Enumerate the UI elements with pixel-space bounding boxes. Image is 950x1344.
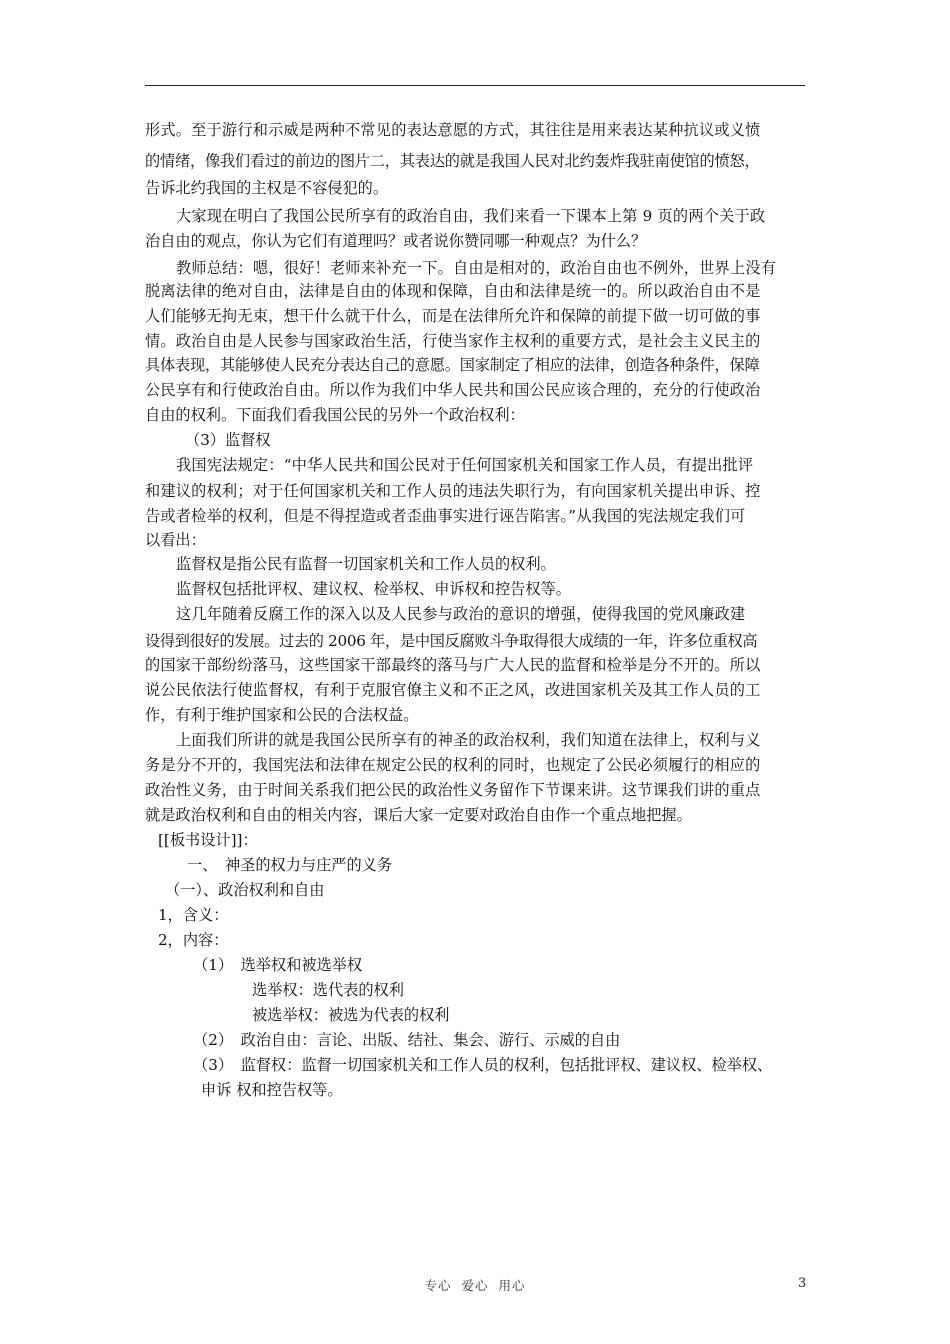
body-line: 人们能够无拘无束，想干什么就干什么，而是在法律所允许和保障的前提下做一切可做的事 [145, 307, 761, 325]
body-line: 教师总结：嗯，很好！老师来补充一下。自由是相对的，政治自由也不例外，世界上没有 [176, 259, 777, 277]
body-line: 和建议的权利；对于任何国家机关和工作人员的违法失职行为，有向国家机关提出申诉、控 [145, 482, 761, 500]
body-line: 监督权包括批评权、建议权、检举权、申诉权和控告权等。 [176, 580, 571, 598]
outline-item: 2，内容： [158, 931, 229, 949]
body-line: 的情绪，像我们看过的前边的图片二，其表达的就是我国人民对北约轰炸我驻南使馆的愤怒， [145, 152, 760, 170]
body-line: 这几年随着反腐工作的深入以及人民参与政治的意识的增强，使得我国的党风廉政建 [176, 605, 746, 623]
body-line: 脱离法律的绝对自由，法律是自由的体现和保障，自由和法律是统一的。所以政治自由不是 [145, 282, 761, 300]
outline-subitem: （1） 选举权和被选举权 [193, 956, 363, 974]
body-line: 的国家干部纷纷落马，这些国家干部最终的落马与广大人民的监督和检举是分不开的。所以 [145, 656, 761, 674]
body-line: 就是政治权利和自由的相关内容，课后大家一定要对政治自由作一个重点地把握。 [145, 806, 692, 824]
body-line: 形式。至于游行和示威是两种不常见的表达意愿的方式，其往往是用来表达某种抗议或义愤 [145, 121, 761, 139]
outline-level-2: （一）、政治权利和自由 [165, 881, 325, 899]
body-line: 大家现在明白了我国公民所享有的政治自由，我们来看一下课本上第 9 页的两个关于政 [176, 207, 766, 225]
body-line: 作，有利于维护国家和公民的合法权益。 [145, 706, 419, 724]
body-line: 以看出： [145, 531, 206, 549]
body-line: 公民享有和行使政治自由。所以作为我们中华人民共和国公民应该合理的，充分的行使政治 [145, 381, 761, 399]
body-line: 务是分不开的，我国宪法和法律在规定公民的权利的同时，也规定了公民必须履行的相应的 [145, 756, 761, 774]
outline-subitem-continuation: 申诉 权和控告权等。 [201, 1081, 343, 1099]
body-line: 上面我们所讲的就是我国公民所享有的神圣的政治权利，我们知道在法律上，权利与义 [176, 731, 761, 749]
body-line: 设得到很好的发展。过去的 2006 年，是中国反腐败斗争取得很大成绩的一年，许多位重权高 [145, 632, 758, 650]
outline-subitem: （2） 政治自由：言论、出版、结社、集会、游行、示威的自由 [193, 1031, 621, 1049]
outline-level-1: 一、 神圣的权力与庄严的义务 [187, 856, 393, 874]
header-rule [145, 85, 805, 86]
body-line: 政治性义务，由于时间关系我们把公民的政治性义务留作下节课来讲。这节课我们讲的重点 [145, 781, 761, 799]
footer-motto: 专心 爱心 用心 [424, 1278, 526, 1293]
body-line: 告诉北约我国的主权是不容侵犯的。 [145, 179, 388, 197]
body-line: 治自由的观点，你认为它们有道理吗？或者说你赞同哪一种观点？为什么？ [145, 232, 647, 250]
body-line: 自由的权利。下面我们看我国公民的另外一个政治权利： [145, 406, 525, 424]
board-design-heading: [[板书设计]]： [158, 831, 258, 849]
body-line: 监督权是指公民有监督一切国家机关和工作人员的权利。 [176, 555, 556, 573]
outline-subitem: （3） 监督权：监督一切国家机关和工作人员的权利，包括批评权、建议权、检举权、 [193, 1056, 773, 1074]
outline-detail: 被选举权：被选为代表的权利 [252, 1006, 450, 1024]
body-line: 情。政治自由是人民参与国家政治生活，行使当家作主权利的重要方式，是社会主义民主的 [145, 332, 761, 350]
page-number: 3 [798, 1276, 807, 1291]
section-heading-supervision: （3）监督权 [185, 431, 271, 449]
body-line: 具体表现，其能够使人民充分表达自己的意愿。国家制定了相应的法律，创造各种条件，保障 [145, 356, 760, 374]
outline-detail: 选举权：选代表的权利 [252, 981, 404, 999]
body-line: 告或者检举的权利，但是不得捏造或者歪曲事实进行诬告陷害。”从我国的宪法规定我们可 [145, 507, 746, 525]
body-line: 说公民依法行使监督权，有利于克服官僚主义和不正之风，改进国家机关及其工作人员的工 [145, 681, 761, 699]
body-line: 我国宪法规定：“中华人民共和国公民对于任何国家机关和国家工作人员，有提出批评 [176, 456, 754, 474]
outline-item: 1，含义： [158, 906, 229, 924]
